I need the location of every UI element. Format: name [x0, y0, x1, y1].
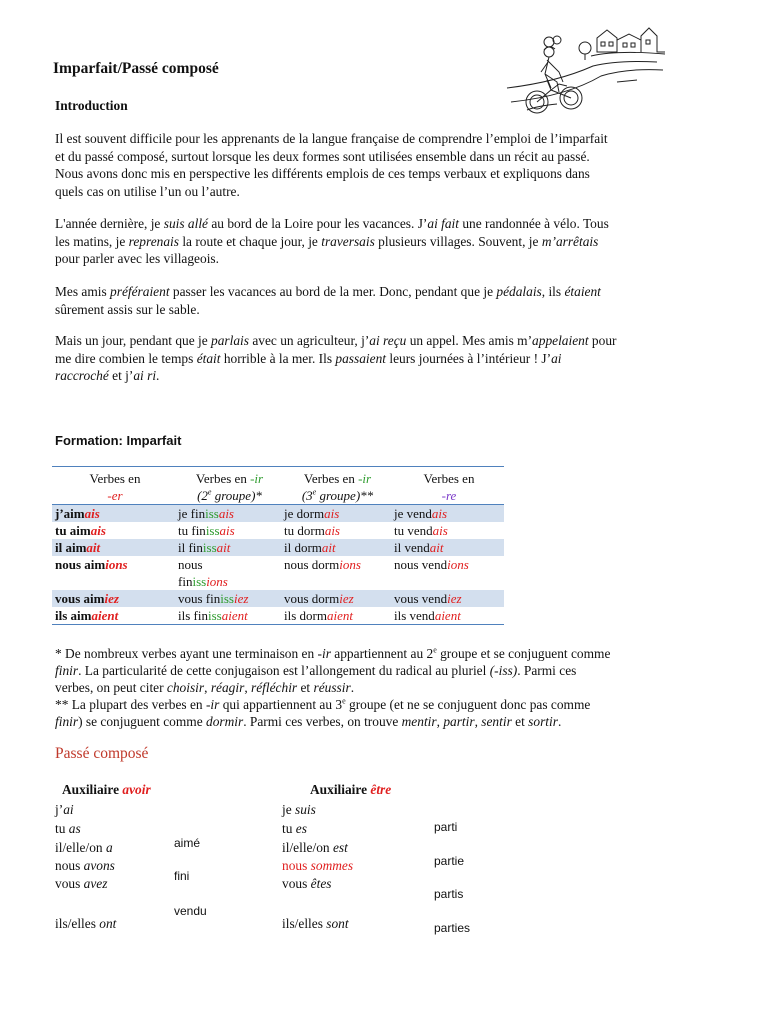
paragraph-line: et du passé composé, surtout lorsque les deux formes sont utilisées ensemble dans un récit au passé. [55, 148, 590, 164]
paragraph-line: Il est souvent difficile pour les apprenants de la langue française de comprendre l’emploi de l’imparfait [55, 131, 608, 146]
table-cell: vous finissiez [178, 591, 249, 606]
imparfait-table [52, 466, 504, 625]
table-cell: ils finissaient [175, 607, 281, 625]
table-cell: il finissait [178, 540, 231, 555]
etre-il: il/elle/on est [282, 840, 348, 855]
table-row [52, 556, 504, 590]
etre-nous: nous sommes [282, 858, 354, 873]
header-re: Verbes en -re [391, 467, 504, 505]
avoir-ils: ils/elles ont [55, 916, 117, 931]
table-row [52, 522, 504, 539]
table-row [52, 539, 504, 556]
table-cell: vous vendiez [394, 591, 462, 606]
table-cell: nous finissions [178, 557, 228, 589]
etre-vous: vous êtes [282, 876, 332, 891]
table-cell: nous dormions [284, 557, 361, 572]
avoir-tu: tu as [55, 821, 81, 836]
table-row [52, 505, 504, 523]
table-cell: je vendais [394, 506, 448, 521]
header-ir-3: Verbes en -ir (3e groupe)** [281, 467, 391, 505]
avoir-vous: vous avez [55, 876, 108, 891]
table-cell: ils vendaient [391, 607, 504, 625]
table-cell: tu dormais [284, 523, 340, 538]
header-ir-2: Verbes en -ir (2e groupe)* [175, 467, 281, 505]
participle-partis: partis [434, 887, 464, 901]
participle-fini: fini [174, 869, 190, 883]
table-cell: il aimait [55, 540, 101, 555]
table-cell: tu vendais [394, 523, 448, 538]
paragraph-line: quels cas on utilise l’un ou l’autre. [55, 183, 240, 199]
table-cell: nous vendions [394, 557, 469, 572]
story-paragraph-1: L'année dernière, je suis allé au bord de la Loire pour les vacances. J’ai fait une randonnée à vélo. Tous les matins, je reprenais la route et chaque jour, je traversais plusieurs villages. Souvent, je m’arrêtais pour parler avec les villageois. [55, 216, 609, 267]
formation-heading: Formation: Imparfait [55, 433, 182, 448]
passe-compose-title: Passé composé [55, 745, 149, 762]
story-paragraph-2: Mes amis préféraient passer les vacances au bord de la mer. Donc, pendant que je pédalais, ils étaient sûrement assis sur le sable. [55, 284, 601, 317]
table-cell: ils aimaient [52, 607, 175, 625]
cyclist-illustration [497, 22, 669, 118]
participle-partie: partie [434, 854, 465, 868]
aux-etre-heading: Auxiliaire être [310, 782, 392, 797]
table-cell: je dormais [284, 506, 340, 521]
participle-vendu: vendu [174, 904, 207, 918]
story-paragraph-3: Mais un jour, pendant que je parlais avec un agriculteur, j’ai reçu un appel. Mes amis m’appelaient pour me dire combien le temps était horrible à la mer. Ils passaient leurs journées à l’intérieur ! J’ai raccroché et j’ai ri. [55, 333, 617, 384]
avoir-je: j’ai [55, 802, 74, 817]
table-cell: j’aimais [55, 506, 100, 521]
etre-tu: tu es [282, 821, 307, 836]
table-cell: je finissais [178, 506, 234, 521]
participle-aime: aimé [174, 836, 201, 850]
etre-ils: ils/elles sont [282, 916, 349, 931]
table-row [52, 590, 504, 607]
intro-paragraph [55, 130, 717, 200]
etre-je: je suis [282, 802, 316, 817]
participle-parties: parties [434, 921, 471, 935]
avoir-il: il/elle/on a [55, 840, 113, 855]
table-cell: il vendait [394, 540, 444, 555]
table-cell: ils dormaient [281, 607, 391, 625]
table-cell: il dormait [284, 540, 336, 555]
participle-parti: parti [434, 820, 458, 834]
table-cell: tu finissais [178, 523, 235, 538]
intro-heading: Introduction [55, 98, 128, 113]
table-cell: tu aimais [55, 523, 106, 538]
table-row [52, 607, 504, 625]
page-title: Imparfait/Passé composé [53, 60, 219, 77]
avoir-nous: nous avons [55, 858, 115, 873]
table-cell: vous dormiez [284, 591, 354, 606]
aux-avoir-heading: Auxiliaire avoir [62, 782, 151, 797]
header-er: Verbes en -er [52, 467, 175, 505]
table-cell: nous aimions [55, 557, 128, 572]
paragraph-line: Nous avons donc mis en perspective les différents emplois de ces temps verbaux et expliquons dans [55, 166, 590, 182]
notes: * De nombreux verbes ayant une terminaison en -ir appartiennent au 2e groupe et se conjuguent comme finir. La particularité de cette conjugaison est l’allongement du radical au pluriel (-iss). Parmi ces verbes, on peut citer choisir, réagir, réfléchir et réussir. ** La plupart des verbes en -ir qui appartiennent au 3e groupe (et ne se conjuguent donc pas comme finir) se conjuguent comme dormir. Parmi ces verbes, on trouve mentir, partir, sentir et sortir. [55, 645, 611, 729]
table-cell: vous aimiez [55, 591, 119, 606]
